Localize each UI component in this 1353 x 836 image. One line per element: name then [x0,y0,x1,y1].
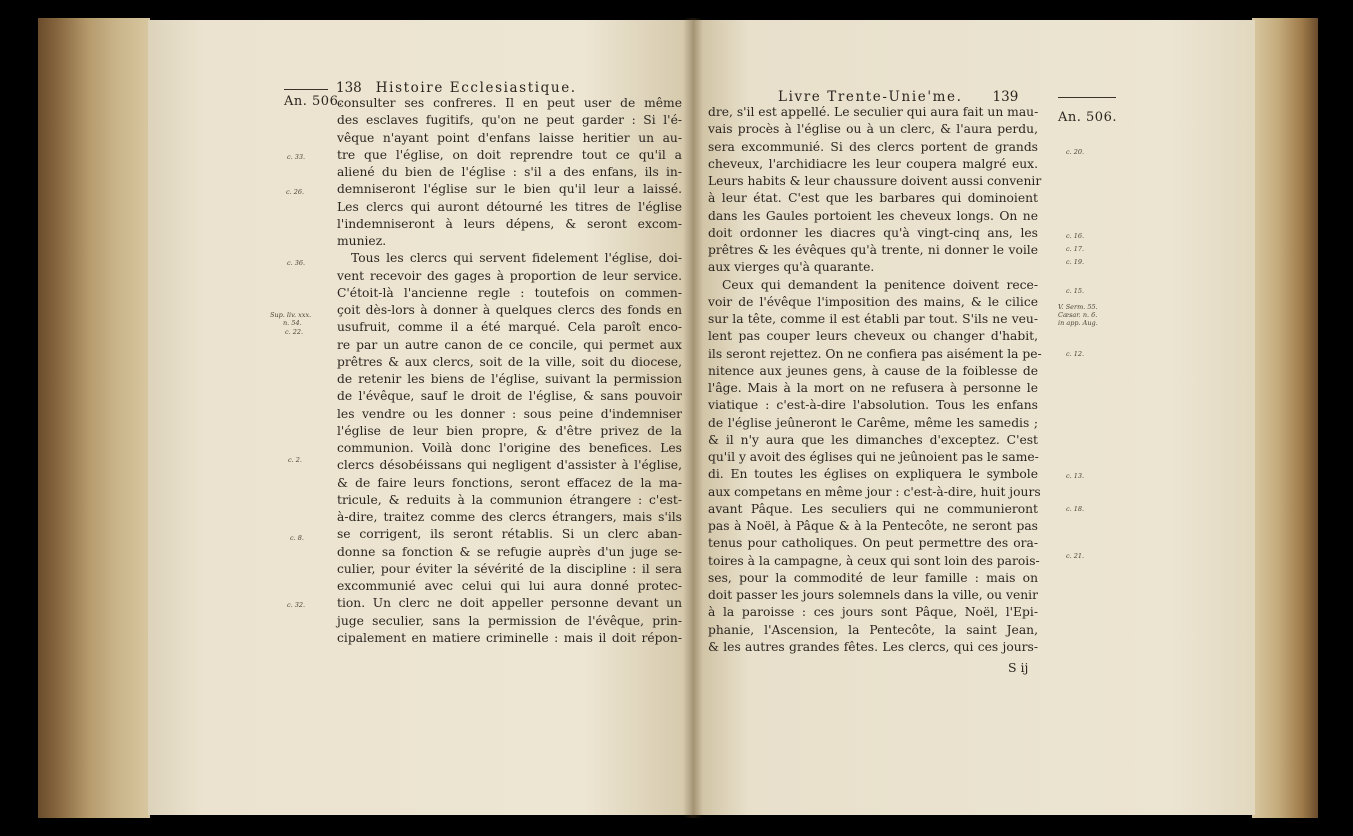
text-line: à-dire, traitez comme des clercs étrangers, mais s'ils [337,510,682,524]
left-margin-note: Sup. liv. xxx. [270,311,312,319]
right-margin-note: c. 17. [1066,245,1085,253]
text-line: tion. Un clerc ne doit appeller personne devant un [337,596,682,611]
text-line: re par un autre canon de ce concile, qui permet aux [337,337,682,352]
text-line: vêque n'ayant point d'enfans laisse heritier un au- [337,130,682,145]
text-line: nitence aux jeunes gens, à cause de la foiblesse de [708,363,1038,378]
book-edge-left [38,18,150,818]
text-line: dans les Gaules portoient les cheveux longs. On ne [708,208,1038,223]
right-margin-note: in app. Aug. [1058,319,1098,327]
text-line: ses, pour la commodité de leur famille : mais on [708,570,1038,585]
text-line: qu'il y avoit des églises qui ne jeûnoient pas le same- [708,450,1039,464]
right-margin-note: c. 19. [1066,258,1085,266]
left-margin-note: c. 32. [287,601,306,609]
text-line: prêtres & aux clercs, soit de la ville, soit du diocese, [337,354,682,369]
left-page-number: 138 [336,80,362,96]
text-line: Tous les clercs qui servent fidelement l'église, doi- [351,251,682,266]
text-line: de l'évêque, sauf le droit de l'église, & sans pouvoir [337,389,682,404]
left-margin-note: c. 33. [287,153,306,161]
left-margin-note: c. 2. [288,456,302,464]
left-year: An. 506. [284,94,343,109]
text-line: sur la tête, comme il est établi par tout. S'ils ne veu- [708,312,1038,326]
right-page-number: 139 [992,89,1019,105]
right-head-rule [1058,97,1116,98]
text-line: Leurs habits & leur chaussure doivent aussi convenir [708,174,1042,188]
text-line: toires à la campagne, à ceux qui sont loin des parois- [708,553,1040,568]
text-line: tre que l'église, on doit reprendre tout ce qu'il a [337,147,682,162]
text-line: les vendre ou les donner : sous peine d'indemniser [337,406,682,421]
text-line: vent recevoir des gages à proportion de leur service. [337,268,682,283]
text-line: doit passer les jours solemnels dans la ville, ou venir [708,588,1038,602]
text-line: & les autres grandes fêtes. Les clercs, qui ces jours- [708,639,1038,654]
text-line: l'indemniseront à leurs dépens, & seront excom- [337,216,682,231]
text-line: muniez. [337,234,387,248]
text-line: de l'église jeûneront le Carême, même les samedis ; [708,415,1038,430]
text-line: vais procès à l'église ou à un clerc, & l'aura perdu, [708,122,1038,137]
left-margin-note: c. 22. [285,328,304,336]
text-line: demniseront l'église sur le bien qu'il leur a laissé. [337,182,682,197]
text-line: dre, s'il est appellé. Le seculier qui aura fait un mau- [708,105,1039,119]
text-line: çoit dès-lors à donner à quelques clercs des fonds en [337,303,682,317]
book-edge-right [1252,18,1318,818]
text-line: di. En toutes les églises on expliquera le symbole [708,467,1038,482]
text-line: se corrigent, ils seront rétablis. Si un clerc aban- [337,527,682,542]
right-margin-note: c. 21. [1066,552,1085,560]
right-margin-note: c. 18. [1066,505,1085,513]
text-line: & il n'y aura que les dimanches d'exceptez. C'est [708,432,1038,447]
left-margin-note: c. 26. [286,188,305,196]
right-margin-note: c. 20. [1066,148,1085,156]
text-line: voir de l'évêque l'imposition des mains, & le cilice [708,294,1038,309]
text-line: donne sa fonction & se refugie auprès d'un juge se- [337,544,682,559]
text-line: cipalement en matiere criminelle : mais il doit répon- [337,630,682,645]
text-line: à leur état. C'est que les barbares qui dominoient [708,191,1038,206]
left-head-rule [284,89,328,90]
text-line: clercs désobéissans qui negligent d'assister à l'église, [337,458,682,473]
text-line: phanie, l'Ascension, la Pentecôte, la saint Jean, [708,622,1038,637]
text-line: avant Pâque. Les seculiers qui ne communieront [708,501,1038,516]
text-line: usufruit, comme il a été marqué. Cela paroît enco- [337,320,682,335]
text-line: & de faire leurs fonctions, seront effacez de la ma- [337,475,682,490]
left-running-head [336,80,577,96]
text-line: C'étoit-là l'ancienne regle : toutefois on commen- [337,285,682,300]
right-margin-note: c. 15. [1066,287,1085,295]
text-line: pas à Noël, à Pâque & à la Pentecôte, ne seront pas [708,519,1038,533]
left-body-text [337,95,682,647]
book-gutter [683,18,703,818]
text-line: l'église de leur bien propre, & d'être privez de la [337,423,682,438]
right-head-title: Livre Trente-Unie'me. [778,89,963,105]
left-head-title: Histoire Ecclesiastique. [375,80,577,96]
signature-mark: S ij [1008,660,1029,675]
text-line: doit ordonner les diacres qu'à vingt-cinq ans, les [708,225,1038,240]
right-running-head [778,89,1018,105]
text-line: à la paroisse : ces jours sont Pâque, Noël, l'Epi- [708,605,1038,620]
text-line: lent pas couper leurs cheveux ou changer d'habit, [708,329,1038,344]
left-margin-note: n. 54. [283,319,302,327]
text-line: culier, pour éviter la sévérité de la discipline : il sera [337,561,682,576]
text-line: prêtres & les évêques qu'à trente, ni donner le voile [708,243,1038,257]
right-body-text [708,104,1042,656]
right-margin-note: c. 16. [1066,232,1085,240]
right-margin-note: Cæsar. n. 6. [1058,311,1098,319]
text-line: juge seculier, sans la permission de l'évêque, prin- [337,613,682,628]
text-line: tenus pour catholiques. On peut permettre des ora- [708,536,1038,551]
left-margin-note: c. 36. [287,259,306,267]
text-line: des esclaves fugitifs, qu'on ne peut garder : Si l'é- [337,113,682,128]
text-line: communion. Voilà donc l'origine des benefices. Les [337,441,682,455]
right-margin-note: c. 13. [1066,472,1085,480]
text-line: cheveux, l'archidiacre les leur coupera malgré eux. [708,156,1038,171]
text-line: Ceux qui demandent la penitence doivent rece- [722,277,1038,292]
text-line: aux vierges qu'à quarante. [708,260,875,275]
text-line: ils seront rejettez. On ne confiera pas aisément la pe- [708,346,1042,361]
text-line: de retenir les biens de l'église, suivant la permission [337,372,682,386]
text-line: sera excommunié. Si des clercs portent de grands [708,139,1038,154]
text-line: viatique : c'est-à-dire l'absolution. Tous les enfans [708,398,1038,413]
text-line: consulter ses confreres. Il en peut user de même [337,96,682,110]
text-line: l'âge. Mais à la mort on ne refusera à personne le [708,381,1038,395]
text-line: excommunié avec celui qui lui aura donné protec- [337,579,682,593]
right-margin-note: V. Serm. 55. [1058,303,1098,311]
text-line: aliené du bien de l'église : s'il a des enfans, ils in- [337,165,682,179]
text-line: aux competans en même jour : c'est-à-dire, huit jours [708,484,1041,499]
left-margin-note: c. 8. [290,534,304,542]
text-line: Les clercs qui auront détourné les titres de l'église [337,199,682,214]
right-margin-note: c. 12. [1066,350,1085,358]
right-year: An. 506. [1058,110,1117,125]
text-line: tricule, & reduits à la communion étrangere : c'est- [337,492,682,507]
